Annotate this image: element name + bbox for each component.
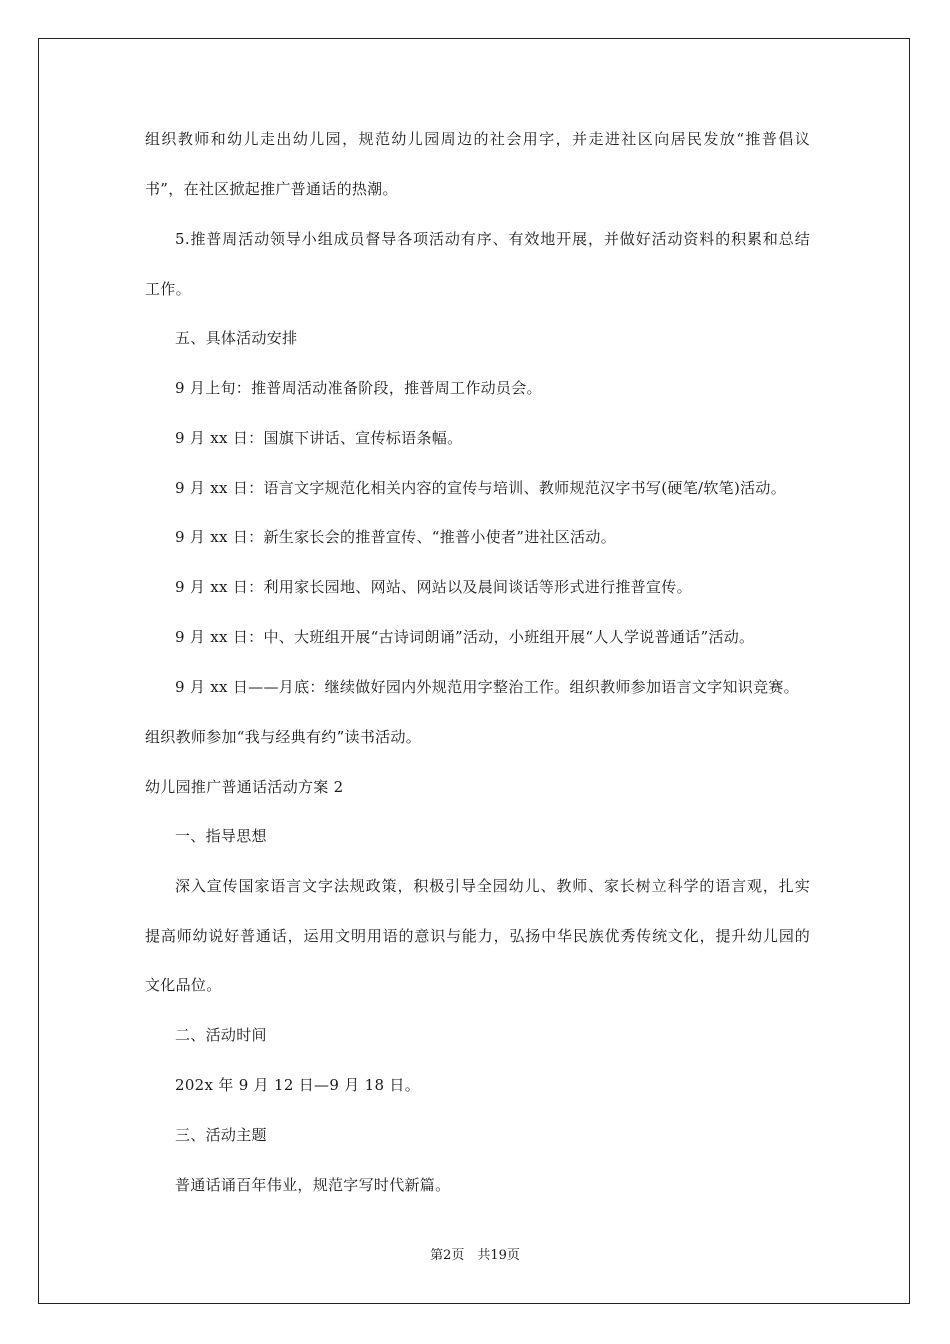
section-heading: 一、指导思想	[175, 827, 267, 845]
page-number: 第2页 共19页	[430, 1248, 520, 1263]
body-line: 深入宣传国家语言文字法规政策，积极引导全园幼儿、教师、家长树立科学的语言观，扎实	[175, 877, 810, 895]
body-line: 组织教师和幼儿走出幼儿园，规范幼儿园周边的社会用字，并走进社区向居民发放“推普倡议	[145, 130, 810, 148]
body-line: 5.推普周活动领导小组成员督导各项活动有序、有效地开展，并做好活动资料的积累和总结	[175, 230, 810, 248]
body-line: 书”，在社区掀起推广普通话的热潮。	[145, 180, 398, 198]
schedule-item: 9 月 xx 日：国旗下讲话、宣传标语条幅。	[175, 429, 463, 447]
body-line: 工作。	[145, 280, 191, 298]
body-line: 普通话诵百年伟业，规范字写时代新篇。	[175, 1176, 451, 1194]
body-line: 文化品位。	[145, 976, 222, 994]
schedule-item: 9 月 xx 日——月底：继续做好园内外规范用字整治工作。组织教师参加语言文字知识竞赛。	[175, 678, 799, 696]
schedule-item: 9 月 xx 日：中、大班组开展“古诗词朗诵”活动，小班组开展“人人学说普通话”活动。	[175, 628, 755, 646]
section-heading: 三、活动主题	[175, 1126, 267, 1144]
section-heading: 二、活动时间	[175, 1026, 267, 1044]
section-heading: 五、具体活动安排	[175, 329, 298, 347]
body-line: 202x 年 9 月 12 日—9 月 18 日。	[175, 1076, 420, 1094]
page-border	[38, 38, 910, 1304]
schedule-item: 9 月 xx 日：利用家长园地、网站、网站以及晨间谈话等形式进行推普宣传。	[175, 578, 692, 596]
schedule-item: 9 月 xx 日：新生家长会的推普宣传、“推普小使者”进社区活动。	[175, 528, 617, 546]
body-line: 提高师幼说好普通话，运用文明用语的意识与能力，弘扬中华民族优秀传统文化，提升幼儿园的	[145, 927, 810, 945]
document-title: 幼儿园推广普通话活动方案 2	[145, 778, 344, 796]
body-line: 组织教师参加“我与经典有约”读书活动。	[145, 728, 422, 746]
schedule-item: 9 月 xx 日：语言文字规范化相关内容的宣传与培训、教师规范汉字书写(硬笔/软笔)活动。	[175, 479, 787, 497]
schedule-item: 9 月上旬：推普周活动准备阶段，推普周工作动员会。	[175, 379, 542, 397]
